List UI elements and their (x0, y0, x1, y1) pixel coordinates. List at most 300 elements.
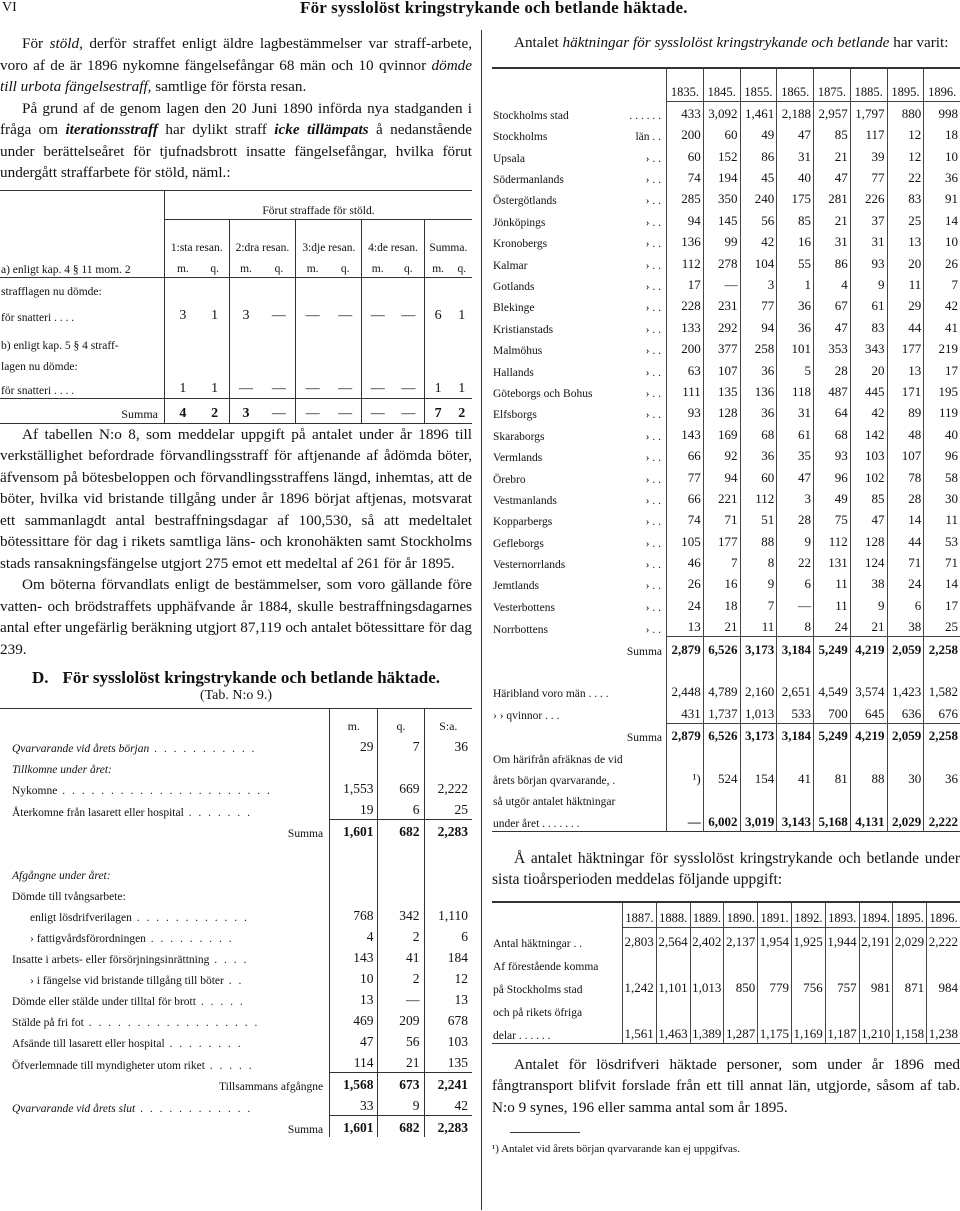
value-cell: 46 (667, 551, 704, 572)
value-cell: 3,019 (740, 809, 777, 831)
dt-cell: 114 (330, 1051, 378, 1073)
cell: — (338, 405, 353, 421)
decade-row-label: på Stockholms stad (493, 983, 583, 996)
value-cell (740, 788, 777, 809)
value-cell: 4,549 (814, 680, 851, 701)
value-cell: 53 (924, 529, 960, 550)
men-row (492, 680, 960, 701)
county-row (492, 101, 960, 123)
dt-cell: 29 (330, 735, 378, 756)
decade-cell: 1,169 (791, 1020, 825, 1044)
mq-q: q. (274, 262, 284, 275)
county-name: Vesternorrlands › . . (493, 559, 661, 572)
value-cell: 36 (740, 401, 777, 422)
theft-col-2: 2:dra resan. (229, 219, 296, 256)
row-label: årets början qvarvarande, . (493, 775, 616, 787)
value-cell: 112 (814, 529, 851, 550)
year-header: 1855. (740, 68, 777, 101)
dt-row (0, 1051, 472, 1073)
value-cell: 177 (887, 337, 924, 358)
value-cell: 58 (924, 465, 960, 486)
value-cell: 169 (703, 422, 740, 443)
county-name: Örebro › . . (493, 473, 661, 486)
dt-cell: 47 (330, 1030, 378, 1051)
dt-cell: 13 (330, 988, 378, 1009)
value-cell: 21 (814, 208, 851, 229)
value-cell: 636 (887, 701, 924, 723)
dt-row (0, 1116, 472, 1138)
value-cell (740, 659, 777, 680)
intro-paragraph-theft: För stöld, derför straffet enligt äldre lagbestämmelser var straff-arbete, voro af de är 1896 nykomne fängelsefångar 68 män och 10 qvinnor dömde till urbota fängelsestraff, samtlige för första resan. (0, 35, 473, 95)
cell: 1 (211, 380, 219, 396)
county-name: Hallands › . . (493, 366, 661, 379)
value-cell: 258 (740, 337, 777, 358)
dt-cell: 33 (330, 1094, 378, 1116)
decade-year-header: 1895. (893, 902, 927, 928)
value-cell (777, 745, 814, 766)
cell: — (229, 374, 262, 399)
value-cell: 86 (740, 144, 777, 165)
row-label: Häribland voro män . . . . (493, 688, 609, 701)
decade-cell: 984 (927, 974, 960, 997)
value-cell: 44 (887, 315, 924, 336)
value-cell: 105 (667, 529, 704, 550)
county-name: Jemtlands › . . (493, 580, 661, 593)
dt-cell (424, 862, 472, 883)
cell: 2 (211, 405, 219, 421)
value-cell: 6 (777, 572, 814, 593)
county-row (492, 529, 960, 550)
value-cell: 61 (850, 294, 887, 315)
transport-paragraph: Antalet för lösdrifveri häktade personer, som under år 1896 med fångtransport blifvit forslade från ett till annat län, utgjorde, såsom af tab. N:o 9 synes, 196 eller samma antal som år 1895. (492, 1055, 960, 1116)
county-name: Gefleborgs › . . (493, 537, 661, 550)
value-cell: 60 (703, 123, 740, 144)
value-cell: 45 (740, 166, 777, 187)
value-cell: — (777, 593, 814, 614)
year-header: 1845. (703, 68, 740, 101)
county-name: Södermanlands › . . (493, 174, 661, 187)
value-cell: 68 (740, 422, 777, 443)
dt-row-label: › fattigvårdsförordningen . . . . . . . . . (30, 933, 234, 945)
value-cell: 38 (850, 572, 887, 593)
cell: — (271, 380, 286, 396)
value-cell: 26 (924, 251, 960, 272)
county-name: Stockholms län . . (493, 131, 661, 144)
county-name: Stockholms stad . . . . . . (493, 109, 661, 122)
value-cell: 445 (850, 380, 887, 401)
dt-cell (378, 883, 424, 904)
value-cell: 7 (740, 593, 777, 614)
county-name: Gotlands › . . (493, 281, 661, 294)
value-cell: 111 (667, 380, 704, 401)
value-cell: 16 (777, 230, 814, 251)
county-name: Elfsborgs › . . (493, 409, 661, 422)
value-cell: 17 (667, 273, 704, 294)
decade-cell (623, 951, 657, 974)
value-cell: 94 (740, 315, 777, 336)
value-cell: 118 (777, 380, 814, 401)
dt-cell: 469 (330, 1009, 378, 1030)
value-cell: 28 (777, 508, 814, 529)
value-cell: 3,143 (777, 809, 814, 831)
dt-cell: 10 (330, 967, 378, 988)
value-cell: 2,160 (740, 680, 777, 701)
county-row (492, 444, 960, 465)
county-row (492, 208, 960, 229)
mq-q: q. (457, 262, 467, 275)
value-cell: 42 (850, 401, 887, 422)
value-cell: 171 (887, 380, 924, 401)
value-cell: 2,222 (924, 809, 960, 831)
decade-cell (656, 997, 690, 1020)
value-cell: 17 (924, 593, 960, 614)
county-name: Kronobergs › . . (493, 238, 661, 251)
dt-row (0, 883, 472, 904)
value-cell: 6,526 (703, 637, 740, 659)
dt-row-label: enligt lösdrifverilagen . . . . . . . . . . . . (30, 912, 249, 924)
decade-cell (623, 997, 657, 1020)
dt-cell: 209 (378, 1009, 424, 1030)
dt-cell: 673 (378, 1073, 424, 1095)
dt-cell: 21 (378, 1051, 424, 1073)
value-cell: 177 (703, 529, 740, 550)
value-cell: 89 (887, 401, 924, 422)
decade-cell: 1,101 (656, 974, 690, 997)
decade-year-header: 1894. (859, 902, 893, 928)
decade-cell: 1,389 (690, 1020, 724, 1044)
value-cell (850, 788, 887, 809)
decade-paragraph: Å antalet häktningar för sysslolöst kringstrykande och betlande under sista tioårsperioden meddelas följande uppgift: (492, 849, 960, 889)
column-divider (481, 30, 482, 1210)
decade-year-header: 1891. (758, 902, 792, 928)
value-cell: 107 (887, 444, 924, 465)
dt-row-label: Återkomne från lasarett eller hospital . . . . . . . (12, 806, 253, 819)
value-cell: 152 (703, 144, 740, 165)
theft-col-5: Summa. (424, 219, 472, 256)
dt-cell: 42 (424, 1094, 472, 1116)
cell: — (296, 398, 329, 423)
value-cell: 10 (924, 144, 960, 165)
decade-row (492, 1020, 960, 1044)
dt-row-label: Nykomne . . . . . . . . . . . . . . . . . . . . . . (12, 785, 272, 797)
decade-cell (825, 997, 859, 1020)
county-row (492, 465, 960, 486)
dt-row (0, 1030, 472, 1051)
county-name: Blekinge › . . (493, 302, 661, 315)
county-name: Göteborgs och Bohus › . . (493, 387, 661, 400)
value-cell: 78 (887, 465, 924, 486)
intro-paragraph-iteration: På grund af de genom lagen den 20 Juni 1890 införda nya stadganden i fråga om iterationsstraff har dylikt straff icke tillämpats å nedanstående under berättelseåret för tjufnadsbrott insatte fängelsefångar, hvilka förut undergått straffarbete för stöld, näml.: (0, 99, 472, 181)
value-cell: 21 (703, 615, 740, 637)
value-cell: 49 (814, 487, 851, 508)
county-name: Upsala › . . (493, 152, 661, 165)
mq-q: q. (404, 262, 413, 275)
county-row (492, 187, 960, 208)
value-cell (740, 745, 777, 766)
row-label: så utgör antalet häktningar (493, 796, 616, 809)
value-cell: 128 (703, 401, 740, 422)
dt-cell: 682 (378, 1116, 424, 1138)
theft-row-a-label-2: strafflagen nu dömde: (1, 285, 102, 298)
value-cell: 96 (924, 444, 960, 465)
value-cell: 136 (667, 230, 704, 251)
value-cell: 175 (777, 187, 814, 208)
value-cell: 145 (703, 208, 740, 229)
value-cell: 4,789 (703, 680, 740, 701)
dt-cell: 9 (378, 1094, 424, 1116)
value-cell: 67 (814, 294, 851, 315)
value-cell: 66 (667, 487, 704, 508)
value-cell: 3 (740, 273, 777, 294)
decade-cell (791, 997, 825, 1020)
decade-cell: 1,287 (724, 1020, 758, 1044)
county-name: Norrbottens › . . (493, 623, 661, 636)
cell: — (362, 299, 393, 325)
dt-cell: 6 (378, 798, 424, 820)
year-header: 1865. (777, 68, 814, 101)
value-cell: 292 (703, 315, 740, 336)
theft-sum-label: Summa (121, 406, 158, 421)
value-cell: 154 (740, 767, 777, 788)
value-cell: ¹) (667, 767, 704, 788)
county-name: Vermlands › . . (493, 452, 661, 465)
value-cell: 10 (924, 230, 960, 251)
decade-cell: 1,954 (758, 927, 792, 951)
dt-row-label: Qvarvarande vid årets slut . . . . . . . . . . . . (12, 1102, 253, 1115)
decade-cell (724, 997, 758, 1020)
value-cell: 3,173 (740, 637, 777, 659)
value-cell: 219 (924, 337, 960, 358)
value-cell: 676 (924, 701, 960, 723)
cell: — (401, 307, 416, 323)
decade-year-header: 1887. (623, 902, 657, 928)
value-cell: 1,013 (740, 701, 777, 723)
summa-row-2 (492, 723, 960, 745)
decade-cell: 1,925 (791, 927, 825, 951)
dt-cell (330, 862, 378, 883)
dt-row-label: Dömde eller stälde under tilltal för brott . . . . . (12, 996, 245, 1008)
county-name: Östergötlands › . . (493, 195, 661, 208)
value-cell (814, 788, 851, 809)
dt-row-label: Tillsammans afgångne (219, 1081, 324, 1093)
final-row (492, 809, 960, 831)
women-row (492, 701, 960, 723)
value-cell (703, 745, 740, 766)
value-cell: 13 (887, 230, 924, 251)
cell: 1 (424, 374, 451, 399)
cell: 3 (165, 299, 201, 325)
cell: 1 (458, 307, 466, 323)
decade-year-header: 1890. (724, 902, 758, 928)
value-cell: 3,184 (777, 723, 814, 745)
value-cell: 2,448 (667, 680, 704, 701)
dt-row-label: Tillkomne under året: (12, 764, 112, 776)
decade-cell: 2,564 (656, 927, 690, 951)
value-cell: 75 (814, 508, 851, 529)
decade-cell (656, 951, 690, 974)
value-cell: 3,173 (740, 723, 777, 745)
value-cell: 4,219 (850, 637, 887, 659)
value-cell: 85 (814, 123, 851, 144)
value-cell: 8 (740, 551, 777, 572)
value-cell: 119 (924, 401, 960, 422)
cell: 3 (229, 398, 262, 423)
value-cell: 14 (924, 208, 960, 229)
value-cell: 22 (777, 551, 814, 572)
value-cell: 91 (924, 187, 960, 208)
value-cell: 94 (667, 208, 704, 229)
decade-cell (758, 951, 792, 974)
value-cell: 1,797 (850, 101, 887, 123)
county-name: Vestmanlands › . . (493, 494, 661, 507)
value-cell: 2,059 (887, 723, 924, 745)
dt-cell: 13 (424, 988, 472, 1009)
decade-year-header: 1893. (825, 902, 859, 928)
decade-cell: 756 (791, 974, 825, 997)
value-cell: 16 (703, 572, 740, 593)
decade-row (492, 951, 960, 974)
cell: — (401, 380, 416, 396)
county-row (492, 401, 960, 422)
value-cell: 25 (887, 208, 924, 229)
decade-cell (859, 997, 893, 1020)
value-cell: 2,059 (887, 637, 924, 659)
dt-cell (424, 883, 472, 904)
value-cell: 131 (814, 551, 851, 572)
value-cell: 18 (924, 123, 960, 144)
value-cell: 47 (814, 315, 851, 336)
value-cell (924, 745, 960, 766)
dt-row-label: › i fängelse vid bristande tillgång till böter . . (30, 975, 244, 987)
value-cell (667, 745, 704, 766)
dt-cell: 678 (424, 1009, 472, 1030)
value-cell: 22 (887, 166, 924, 187)
year-header: 1895. (887, 68, 924, 101)
theft-table (0, 190, 472, 424)
theft-row-b (0, 374, 472, 399)
dt-row-label: Summa (287, 1124, 324, 1136)
value-cell: 41 (924, 315, 960, 336)
value-cell: 2,188 (777, 101, 814, 123)
value-cell: 36 (777, 294, 814, 315)
value-cell: 9 (740, 572, 777, 593)
value-cell: 55 (777, 251, 814, 272)
value-cell: 44 (887, 529, 924, 550)
value-cell (924, 788, 960, 809)
decade-cell: 1,944 (825, 927, 859, 951)
value-cell: 85 (777, 208, 814, 229)
value-cell: 88 (740, 529, 777, 550)
decade-cell: 2,222 (927, 927, 960, 951)
year-header: 1896. (924, 68, 960, 101)
decade-table (492, 901, 960, 1044)
value-cell: 5,249 (814, 637, 851, 659)
value-cell: 94 (703, 465, 740, 486)
value-cell: 6,526 (703, 723, 740, 745)
value-cell: 221 (703, 487, 740, 508)
dt-cell (378, 862, 424, 883)
dt-cell: 6 (424, 925, 472, 946)
value-cell: 86 (814, 251, 851, 272)
value-cell: 4 (814, 273, 851, 294)
value-cell: 133 (667, 315, 704, 336)
value-cell: 71 (887, 551, 924, 572)
cell: — (271, 405, 286, 421)
dt-row (0, 798, 472, 820)
value-cell: 136 (740, 380, 777, 401)
value-cell: 29 (887, 294, 924, 315)
value-cell: 645 (850, 701, 887, 723)
value-cell: 4,131 (850, 809, 887, 831)
value-cell: 85 (850, 487, 887, 508)
cell: — (338, 380, 353, 396)
county-row (492, 123, 960, 144)
value-cell: 195 (924, 380, 960, 401)
value-cell: 124 (850, 551, 887, 572)
value-cell: 11 (814, 572, 851, 593)
dt-cell: 1,110 (424, 904, 472, 925)
decade-cell: 1,238 (927, 1020, 960, 1044)
value-cell: 63 (667, 358, 704, 379)
theft-row-b-label-3: för snatteri . . . . (1, 384, 75, 397)
county-name: Kopparbergs › . . (493, 516, 661, 529)
value-cell: 47 (850, 508, 887, 529)
cell: 1 (165, 374, 201, 399)
row-label: under året . . . . . . . (493, 817, 580, 830)
decade-cell: 2,803 (623, 927, 657, 951)
value-cell: — (667, 809, 704, 831)
value-cell: 3,574 (850, 680, 887, 701)
dt-cell: 19 (330, 798, 378, 820)
value-cell: 36 (740, 444, 777, 465)
year-header: 1885. (850, 68, 887, 101)
value-cell: 533 (777, 701, 814, 723)
county-row (492, 144, 960, 165)
dt-cell: 2,241 (424, 1073, 472, 1095)
dt-row-label: Dömde till tvångsarbete: (12, 891, 126, 903)
dt-row-label: Afsände till lasarett eller hospital . . . . . . . . (12, 1038, 243, 1050)
decade-year-header: 1889. (690, 902, 724, 928)
decade-cell: 2,029 (893, 927, 927, 951)
dt-cell (330, 883, 378, 904)
dt-row-label: Afgångne under året: (12, 870, 111, 882)
county-row (492, 487, 960, 508)
value-cell: 103 (850, 444, 887, 465)
theft-row-a (0, 299, 472, 325)
cell: 3 (229, 299, 262, 325)
decade-cell: 1,175 (758, 1020, 792, 1044)
value-cell: 96 (814, 465, 851, 486)
dt-row (0, 1009, 472, 1030)
dt-cell: 342 (378, 904, 424, 925)
theft-group-header: Förut straffade för stöld. (165, 190, 473, 219)
dt-row (0, 1094, 472, 1116)
value-cell: 117 (850, 123, 887, 144)
dt-row (0, 756, 472, 777)
decade-cell: 779 (758, 974, 792, 997)
decade-cell: 1,013 (690, 974, 724, 997)
decade-cell: 2,137 (724, 927, 758, 951)
cell: 4 (165, 398, 201, 423)
value-cell: 13 (667, 615, 704, 637)
cell: — (271, 307, 286, 323)
old-rules-paragraph: Om böterna förvandlats enligt de bestämmelser, som voro gällande före vatten- och brödstraffets upphäfvande år 1884, skulle bestraffningsdagarnes antal efter ungefärlig beräkning utgjort 87,119 och antalet bötessittare för dag 239. (0, 576, 472, 658)
value-cell: 431 (667, 701, 704, 723)
value-cell: 353 (814, 337, 851, 358)
value-cell: 281 (814, 187, 851, 208)
county-row (492, 358, 960, 379)
value-cell: 74 (667, 508, 704, 529)
